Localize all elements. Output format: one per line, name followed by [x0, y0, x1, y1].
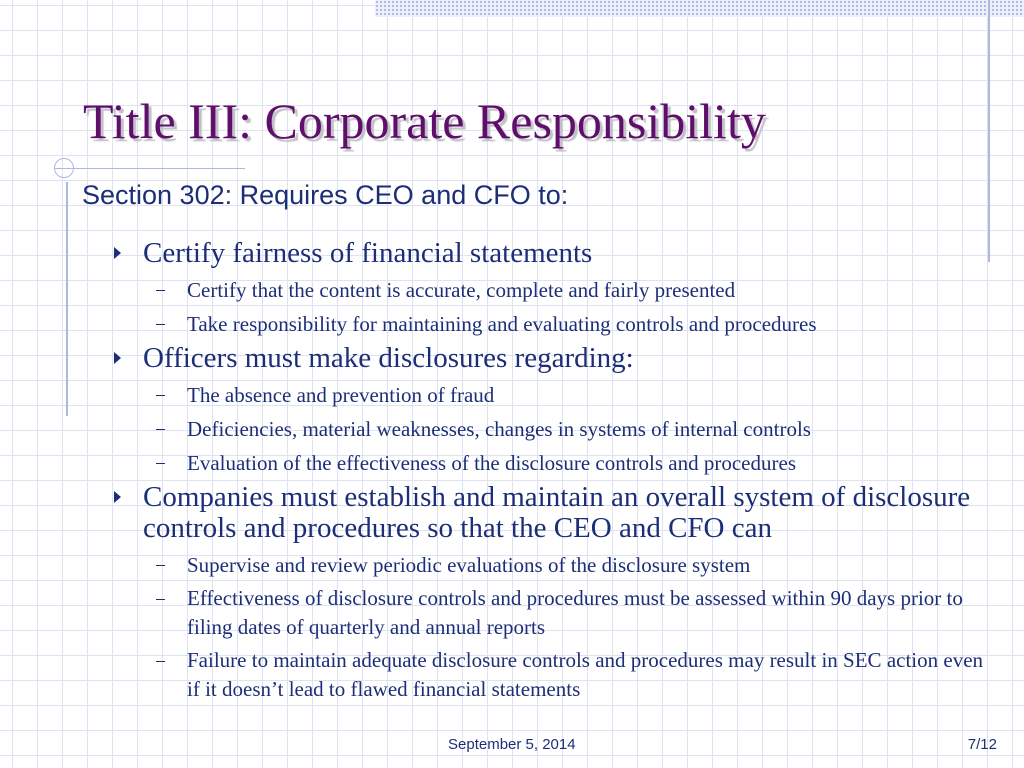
bullet-text: Companies must establish and maintain an overall system of disclosure controls and procedures so that the CEO and CFO can — [143, 481, 971, 544]
bullet-text: Certify fairness of financial statements — [143, 237, 593, 269]
footer-date: September 5, 2014 — [448, 736, 576, 753]
page-number: 7/12 — [967, 736, 997, 753]
dash-icon — [156, 395, 165, 396]
dash-icon — [156, 599, 165, 600]
decorative-vertical-line-left — [66, 182, 68, 416]
sub-bullet-text: Effectiveness of disclosure controls and procedures must be assessed within 90 days prior to filing dates of quarterly and annual reports — [187, 586, 963, 639]
bullet-officers-disclosures — [112, 343, 987, 374]
bullet-arrow-icon — [114, 491, 121, 503]
sub-bullet-text: Deficiencies, material weaknesses, changes in systems of internal controls — [187, 417, 811, 441]
sub-bullet-text: Supervise and review periodic evaluations of the disclosure system — [187, 553, 751, 577]
sub-bullet-text: Evaluation of the effectiveness of the disclosure controls and procedures — [187, 451, 796, 475]
dash-icon — [156, 565, 165, 566]
sub-bullet — [112, 309, 987, 339]
sub-bullet — [112, 550, 987, 580]
sub-bullet — [112, 646, 987, 704]
dash-icon — [156, 463, 165, 464]
bullet-arrow-icon — [114, 352, 121, 364]
sub-bullet — [112, 414, 987, 444]
dash-icon — [156, 661, 165, 662]
header-pattern-band — [375, 0, 1024, 17]
bullet-text: Officers must make disclosures regarding: — [143, 342, 634, 374]
bullet-arrow-icon — [114, 247, 121, 259]
sub-bullet-text: Take responsibility for maintaining and evaluating controls and procedures — [187, 312, 817, 336]
dash-icon — [156, 324, 165, 325]
decorative-vertical-line-right — [988, 0, 990, 262]
sub-bullet — [112, 584, 987, 642]
sub-bullet — [112, 380, 987, 410]
slide-body — [112, 238, 987, 708]
slide-title: Title III: Corporate Responsibility — [83, 93, 766, 149]
bullet-certify-fairness — [112, 238, 987, 269]
bullet-companies-system — [112, 482, 987, 544]
sub-bullet-text: The absence and prevention of fraud — [187, 383, 495, 407]
decorative-circle — [54, 158, 74, 178]
sub-bullet-text: Certify that the content is accurate, complete and fairly presented — [187, 278, 736, 302]
decorative-horizontal-line — [55, 168, 245, 169]
dash-icon — [156, 290, 165, 291]
dash-icon — [156, 429, 165, 430]
sub-bullet — [112, 275, 987, 305]
sub-bullet-text: Failure to maintain adequate disclosure controls and procedures may result in SEC action even if it doesn’t lead to flawed financial statements — [187, 648, 984, 701]
sub-bullet — [112, 448, 987, 478]
slide-subtitle: Section 302: Requires CEO and CFO to: — [82, 180, 569, 210]
